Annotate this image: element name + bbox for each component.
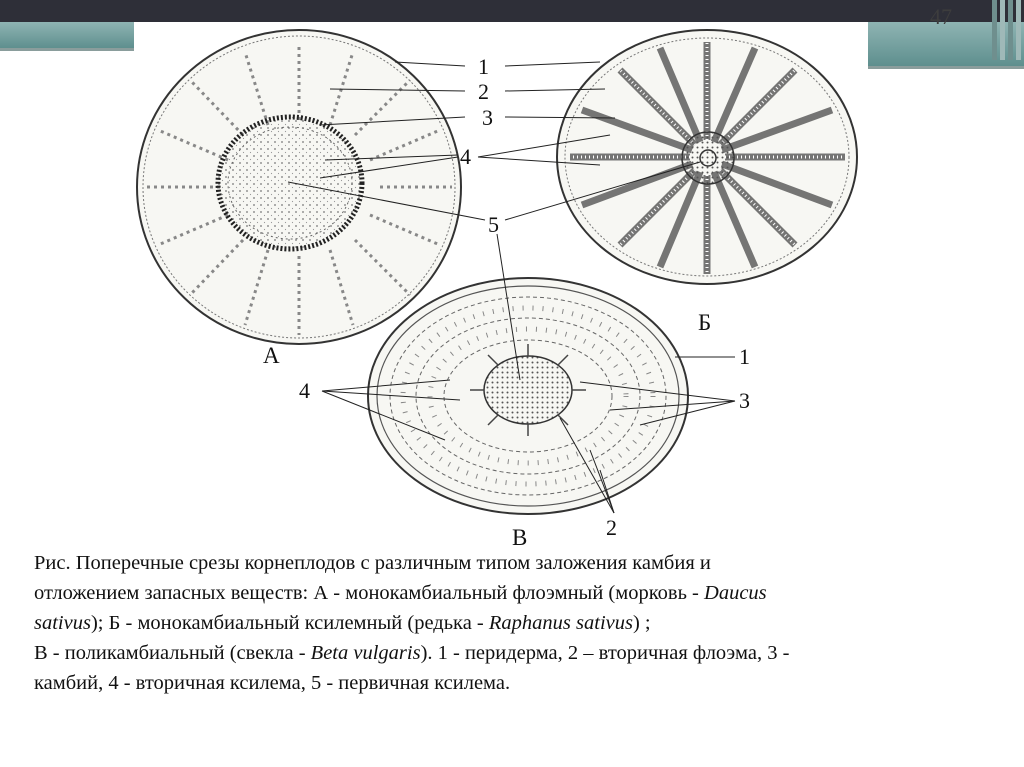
caption-text: ) ; [632,612,651,634]
slide-number: 47 [930,4,952,29]
latin-name: Beta vulgaris [310,642,421,664]
callout-2-bottom: 2 [606,515,617,540]
callout-5: 5 [488,212,499,237]
callout-3-top: 3 [482,105,493,130]
figure-caption [34,548,992,698]
panel-label-a: А [263,343,280,368]
caption-line-2 [34,578,992,608]
panel-label-b: Б [698,310,712,335]
section-b-radish [557,30,857,284]
callout-3-bottom: 3 [739,388,750,413]
caption-text: ). 1 - перидерма, 2 – вторичная флоэма, 3 - [420,642,790,664]
caption-line-4 [34,638,992,668]
latin-name: Raphanus sativus [488,612,633,634]
callout-1-bottom: 1 [739,344,750,369]
section-c-beet [368,278,688,514]
caption-line-1: Рис. Поперечные срезы корнеплодов с различным типом заложения камбия и [34,552,711,574]
caption-line-5: камбий, 4 - вторичная ксилема, 5 - первичная ксилема. [34,672,511,694]
caption-text: ); Б - монокамбиальный ксилемный (редька - [90,612,489,634]
callout-4-top: 4 [460,144,471,169]
panel-label-c: В [512,525,528,550]
callout-2-top: 2 [478,79,489,104]
latin-name: Daucus [704,582,767,604]
callout-1-top: 1 [478,54,489,79]
caption-text: отложением запасных веществ: А - монокамбиальный флоэмный (морковь - [34,582,705,604]
section-a-carrot [137,30,461,344]
latin-name: sativus [34,612,91,634]
callout-4-bottom: 4 [299,378,310,403]
caption-line-3 [34,608,992,638]
caption-text: В - поликамбиальный (свекла - [34,642,311,664]
